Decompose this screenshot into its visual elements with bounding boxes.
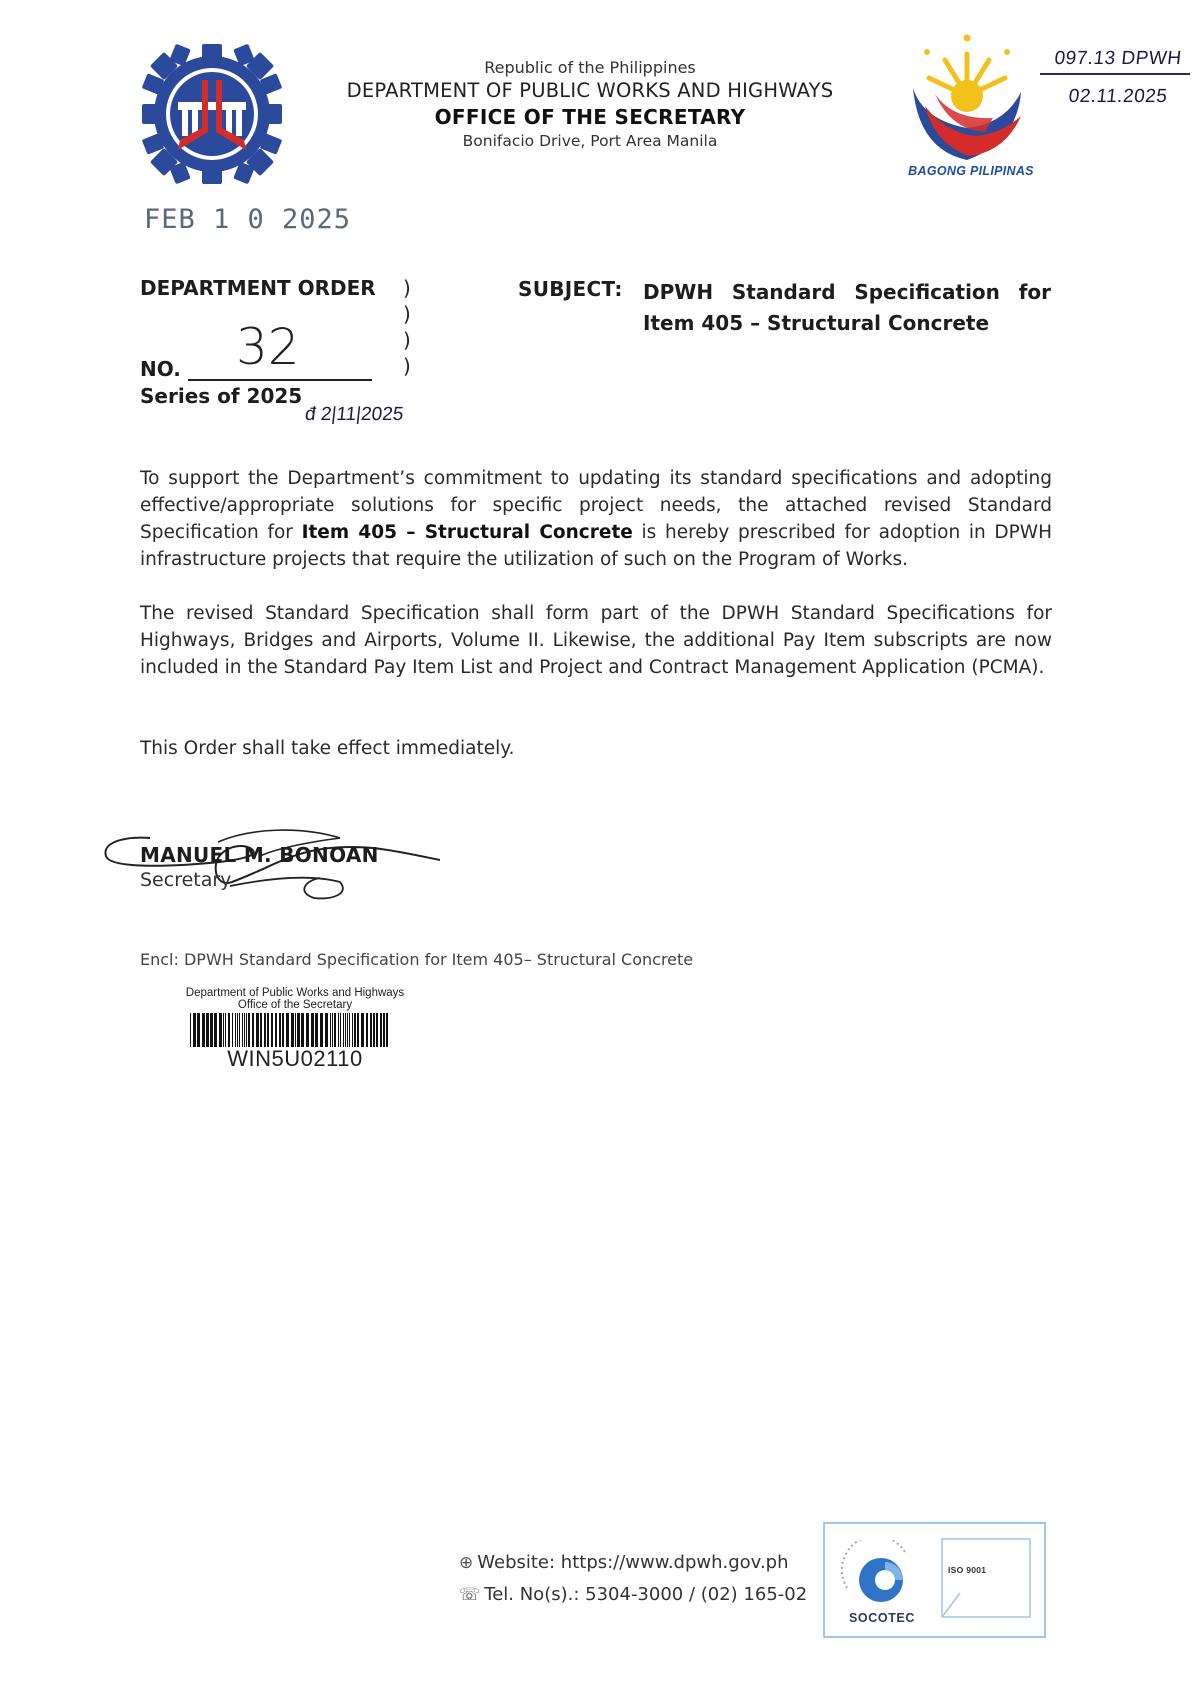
globe-icon: ⊕: [459, 1553, 474, 1573]
barcode-bar: [248, 1013, 250, 1047]
barcode-bar: [297, 1013, 300, 1047]
phone-icon: ☏: [459, 1585, 481, 1605]
barcode-bar: [271, 1013, 273, 1047]
barcode-bar: [343, 1013, 344, 1047]
dpwh-logo: [138, 40, 286, 188]
tracking-barcode: [190, 1013, 388, 1047]
barcode-bar: [239, 1013, 240, 1047]
barcode-office: Office of the Secretary: [237, 999, 353, 1011]
barcode-bar: [380, 1013, 382, 1047]
barcode-bar: [357, 1013, 359, 1047]
barcode-bar: [347, 1013, 348, 1047]
order-paren: ): [403, 328, 411, 352]
barcode-code: WIN5U02110: [227, 1046, 363, 1071]
barcode-bar: [373, 1013, 375, 1047]
barcode-bar: [202, 1013, 205, 1047]
barcode-bar: [275, 1013, 277, 1047]
letterhead-office: OFFICE OF THE SECRETARY: [434, 105, 746, 129]
department-order-label: DEPARTMENT ORDER: [140, 276, 376, 300]
body-paragraph-2: The revised Standard Specification shall form part of the DPWH Standard Specifications for Highways, Bridges and Airports, Volume II. Likewise, the additional Pay Item subscripts are now included in the Standard Pay Item List and Project and Contract Management Application (PCMA).: [140, 603, 1052, 678]
order-number-label: NO.: [140, 357, 181, 381]
barcode-bar: [242, 1013, 243, 1047]
barcode-bar: [228, 1013, 230, 1047]
barcode-bar: [370, 1013, 372, 1047]
subject-line-2: Item 405 – Structural Concrete: [643, 311, 990, 335]
barcode-bar: [332, 1013, 333, 1047]
letterhead-address: Bonifacio Drive, Port Area Manila: [462, 132, 718, 150]
barcode-bar: [264, 1013, 266, 1047]
barcode-bar: [338, 1013, 339, 1047]
handwritten-initial-mark: đ: [303, 404, 317, 425]
signatory-name: MANUEL M. BONOAN: [140, 843, 379, 867]
barcode-bar: [311, 1013, 314, 1047]
barcode-bar: [206, 1013, 209, 1047]
received-date-stamp: FEB 1 0 2025: [144, 204, 352, 235]
socotec-label: SOCOTEC: [848, 1611, 915, 1625]
barcode-bar: [291, 1013, 294, 1047]
barcode-bar: [345, 1013, 346, 1047]
barcode-bar: [237, 1013, 238, 1047]
order-number: 32: [236, 318, 300, 376]
barcode-bar: [366, 1013, 368, 1047]
barcode-bar: [330, 1013, 331, 1047]
barcode-bar: [256, 1013, 259, 1047]
signatory-title: Secretary: [140, 869, 232, 891]
barcode-bar: [340, 1013, 341, 1047]
barcode-bar: [386, 1013, 388, 1047]
handwritten-initial-date-text: 2|11|2025: [319, 404, 405, 425]
barcode-bar: [232, 1013, 233, 1047]
subject-text: [643, 277, 1051, 339]
barcode-bar: [193, 1013, 196, 1047]
barcode-bar: [210, 1013, 213, 1047]
barcode-bar: [383, 1013, 385, 1047]
order-series: Series of 2025: [140, 384, 303, 408]
barcode-bar: [246, 1013, 247, 1047]
barcode-bar: [190, 1013, 191, 1047]
handwritten-reference-date: 02.11.2025: [1067, 86, 1169, 107]
barcode-bar: [252, 1013, 254, 1047]
barcode-bar: [244, 1013, 245, 1047]
barcode-bar: [376, 1013, 378, 1047]
subject-label: SUBJECT:: [518, 277, 623, 301]
footer-website-text: Website: https://www.dpwh.gov.ph: [477, 1552, 789, 1573]
socotec-certification-icon: [833, 1540, 929, 1608]
barcode-bar: [306, 1013, 309, 1047]
order-paren: ): [403, 354, 411, 378]
footer-telephone: [459, 1584, 807, 1605]
barcode-bar: [197, 1013, 200, 1047]
barcode-bar: [267, 1013, 269, 1047]
barcode-bar: [354, 1013, 356, 1047]
handwritten-initial-date: [304, 404, 405, 426]
bagong-pilipinas-logo: [905, 32, 1030, 172]
barcode-bar: [301, 1013, 304, 1047]
enclosure-note: Encl: DPWH Standard Specification for Item 405– Structural Concrete: [140, 950, 694, 969]
body-paragraph-3: This Order shall take effect immediately.: [140, 738, 515, 759]
barcode-bar: [315, 1013, 318, 1047]
barcode-bar: [260, 1013, 262, 1047]
letterhead: [320, 58, 860, 152]
barcode-bar: [286, 1013, 289, 1047]
handwritten-reference-underline: [1040, 73, 1190, 75]
barcode-bar: [320, 1013, 323, 1047]
order-paren: ): [403, 302, 411, 326]
barcode-bar: [279, 1013, 281, 1047]
order-paren: ): [403, 276, 411, 300]
body-p1-text-end: is hereby prescribed for adoption in DPWH infrastructure projects that require the utilization of such on the Program of Works.: [140, 522, 1052, 570]
iso-badge-frame: [940, 1537, 1033, 1619]
letterhead-republic: Republic of the Philippines: [484, 58, 696, 77]
barcode-bar: [325, 1013, 328, 1047]
barcode-bar: [361, 1013, 364, 1047]
body-paragraph-1: [140, 465, 1052, 573]
order-number-underline: [188, 379, 372, 381]
barcode-bar: [235, 1013, 236, 1047]
barcode-bar: [282, 1013, 284, 1047]
handwritten-reference: 097.13 DPWH: [1053, 48, 1183, 69]
barcode-bar: [223, 1013, 224, 1047]
iso-standard-label: ISO 9001: [948, 1565, 987, 1575]
footer-telephone-text: Tel. No(s).: 5304-3000 / (02) 165-02: [484, 1584, 808, 1605]
barcode-bar: [225, 1013, 226, 1047]
barcode-bar: [214, 1013, 217, 1047]
footer-website: [459, 1552, 789, 1573]
barcode-bar: [334, 1013, 336, 1047]
letterhead-department: DEPARTMENT OF PUBLIC WORKS AND HIGHWAYS: [346, 79, 834, 102]
body-p1-text: To support the Department’s commitment to updating its standard specifications and adopting effective/appropriate solutions for specific project needs, the attached revised Standard Specification for: [140, 468, 1052, 543]
body-p1-bold: Item 405 – Structural Concrete: [301, 522, 633, 543]
barcode-bar: [349, 1013, 350, 1047]
subject-line-1: DPWH Standard Specification for: [643, 280, 1051, 304]
barcode-department: Department of Public Works and Highways: [185, 987, 405, 999]
barcode-bar: [219, 1013, 222, 1047]
barcode-bar: [352, 1013, 353, 1047]
bagong-pilipinas-tagline: BAGONG PILIPINAS: [908, 164, 1034, 178]
barcode-bar: [295, 1013, 296, 1047]
